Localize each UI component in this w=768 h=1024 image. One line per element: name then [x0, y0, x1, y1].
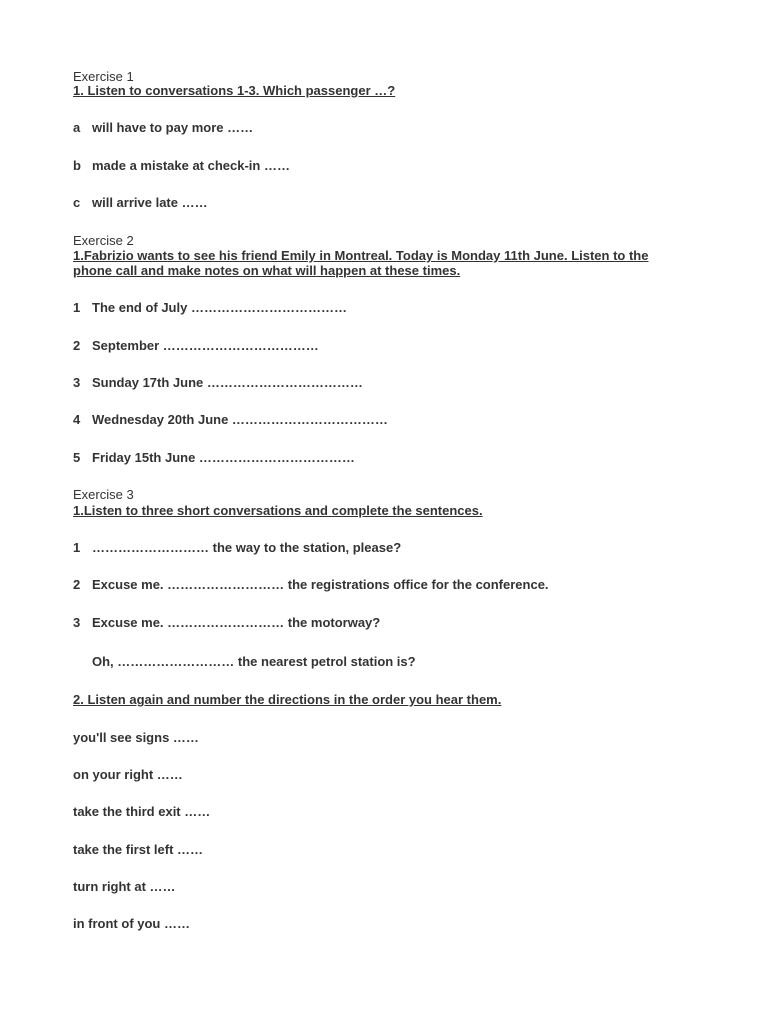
- item-text: Sunday 17th June ………………………………: [92, 375, 363, 390]
- item-text: Excuse me. ……………………… the motorway?: [92, 615, 381, 630]
- exercise-2-item-4: [73, 412, 388, 427]
- item-text: made a mistake at check-in ……: [92, 158, 290, 173]
- direction-item: you'll see signs ……: [73, 730, 199, 745]
- item-label: 4: [73, 412, 81, 427]
- exercise-3-continuation: Oh, ……………………… the nearest petrol station is?: [92, 654, 416, 669]
- exercise-1-item-b: [73, 158, 290, 173]
- item-text: will have to pay more ……: [92, 120, 254, 135]
- item-label: 2: [73, 338, 81, 353]
- exercise-3-item-3: [73, 615, 380, 630]
- direction-item: take the first left ……: [73, 842, 204, 857]
- direction-item: turn right at ……: [73, 879, 176, 894]
- item-label: 5: [73, 450, 81, 465]
- exercise-1-instruction: 1. Listen to conversations 1-3. Which passenger …?: [73, 83, 396, 98]
- exercise-1-item-c: [73, 195, 208, 210]
- item-label: 2: [73, 577, 81, 592]
- item-text: September ………………………………: [92, 338, 319, 353]
- item-text: Excuse me. ……………………… the registrations office for the conference.: [92, 577, 549, 592]
- item-label: b: [73, 158, 81, 173]
- exercise-3-item-2: [73, 577, 549, 592]
- exercise-1-item-a: [73, 120, 253, 135]
- exercise-2-item-1: [73, 300, 347, 315]
- item-text: will arrive late ……: [92, 195, 208, 210]
- item-text: The end of July ………………………………: [92, 300, 347, 315]
- direction-item: on your right ……: [73, 767, 183, 782]
- item-label: 3: [73, 375, 81, 390]
- exercise-3-item-1: [73, 540, 401, 555]
- item-label: 1: [73, 540, 81, 555]
- exercise-2-item-5: [73, 450, 355, 465]
- item-text: Friday 15th June ………………………………: [92, 450, 355, 465]
- item-label: c: [73, 195, 81, 210]
- exercise-3-heading: Exercise 3: [73, 487, 134, 502]
- direction-item: take the third exit ……: [73, 804, 211, 819]
- exercise-2-item-2: [73, 338, 319, 353]
- exercise-3-instruction: 1.Listen to three short conversations and complete the sentences.: [73, 503, 483, 518]
- exercise-1-heading: Exercise 1: [73, 69, 134, 84]
- exercise-2-instruction: 1.Fabrizio wants to see his friend Emily in Montreal. Today is Monday 11th June. Listen to the phone call and make notes on what will happen at these times.: [73, 248, 649, 278]
- item-text: Wednesday 20th June ………………………………: [92, 412, 388, 427]
- exercise-3-instruction-2: 2. Listen again and number the directions in the order you hear them.: [73, 692, 502, 707]
- direction-item: in front of you ……: [73, 916, 190, 931]
- exercise-2-heading: Exercise 2: [73, 233, 134, 248]
- item-label: a: [73, 120, 81, 135]
- exercise-2-item-3: [73, 375, 363, 390]
- item-text: ……………………… the way to the station, please?: [92, 540, 402, 555]
- item-label: 1: [73, 300, 81, 315]
- item-label: 3: [73, 615, 81, 630]
